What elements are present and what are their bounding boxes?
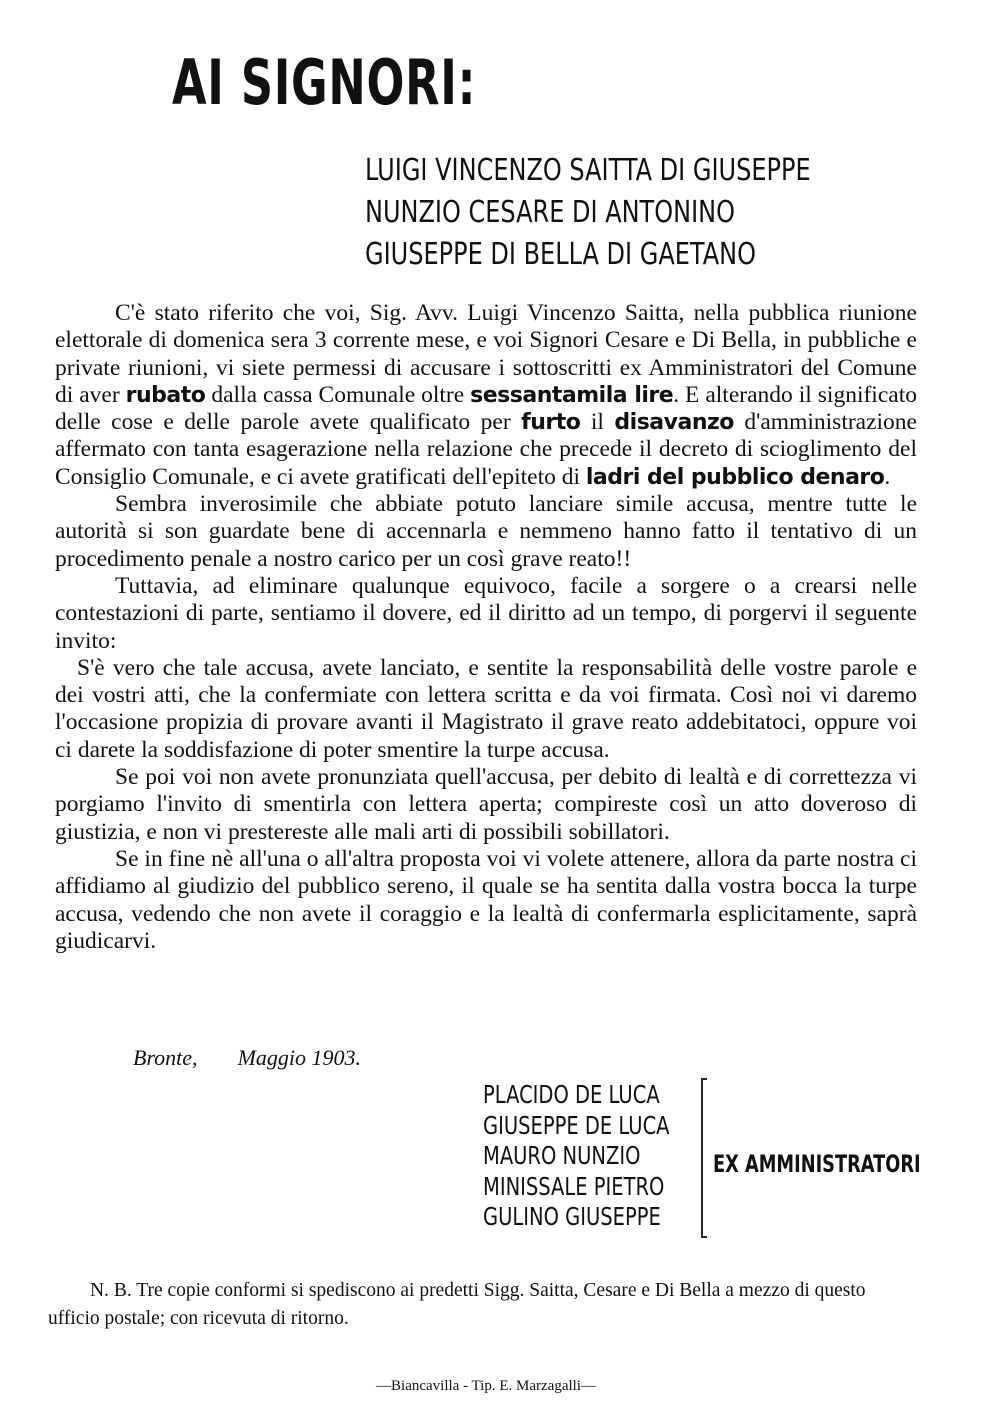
signatory: GIUSEPPE DE LUCA [483, 1110, 670, 1140]
paragraph-2: Sembra inverosimile che abbiate potuto lanciare simile accusa, mentre tutte le autorità si son guardate bene di accennarla e nemmeno hanno fatto il tentativo di un procedimento penale a nostro carico per un così grave reato!! [55, 491, 917, 572]
letter-body [55, 300, 917, 955]
note-prefix: N. B. [90, 1280, 132, 1301]
paragraph-1: C'è stato riferito che voi, Sig. Avv. Luigi Vincenzo Saitta, nella pubblica riunione elettorale di domenica sera 3 corrente mese, e voi Signori Cesare e Di Bella, in pubbliche e private riunioni, vi siete permessi di accusare i sottoscritti ex Amministratori del Comune di aver rubato dalla cassa Comunale oltre sessantamila lire. E alterando il significato delle cose e delle parole avete qualificato per furto il disavanzo d'amministrazione affermato con tanta esagerazione nella relazione che precede il decreto di scioglimento del Consiglio Comunale, e ci avete gratificati dell'epiteto di ladri del pubblico denaro. [55, 300, 917, 490]
addressee: LUIGI VINCENZO SAITTA DI GIUSEPPE [365, 153, 811, 188]
dateline [133, 1045, 361, 1071]
emphasis-furto: furto [521, 410, 581, 436]
addressee-list [365, 150, 811, 276]
signatory: GULINO GIUSEPPE [483, 1202, 661, 1231]
emphasis-disavanzo: disavanzo [614, 410, 734, 436]
signatory-brace [701, 1078, 711, 1238]
addressee: GIUSEPPE DI BELLA DI GAETANO [365, 237, 756, 272]
dateline-date: Maggio 1903. [237, 1045, 362, 1070]
signatory-list [483, 1080, 670, 1233]
signatory: MINISSALE PIETRO [483, 1171, 665, 1201]
signatory: MAURO NUNZIO [483, 1141, 641, 1170]
emphasis-sessantamila: sessantamila lire [470, 382, 674, 408]
document-title: AI SIGNORI: [172, 46, 477, 119]
paragraph-6: Se in fine nè all'una o all'altra proposta voi vi volete attenere, allora da parte nostra ci affidiamo al giudizio del pubblico sereno, il quale se ha sentita dalla vostra bocca la turpe accusa, vedendo che non avete il coraggio e la lealtà di confermarla esplicitamente, saprà giudicarvi. [55, 845, 917, 954]
paragraph-3: Tuttavia, ad eliminare qualunque equivoco, facile a sorgere o a crearsi nelle contestazioni di parte, sentiamo il dovere, ed il diritto ad un tempo, di porgervi il seguente invito: [55, 572, 917, 654]
signatories-group-label: EX AMMINISTRATORI [713, 1150, 921, 1178]
note-text: Tre copie conformi si spediscono ai predetti Sigg. Saitta, Cesare e Di Bella a mezzo di questo ufficio postale; con ricevuta di ritorno. [48, 1280, 866, 1329]
paragraph-4: S'è vero che tale accusa, avete lanciato, e sentite la responsabilità delle vostre parole e dei vostri atti, che la confermiate con lettera scritta e da voi firmata. Così noi vi daremo l'occasione propizia di provare avanti il Magistrato il grave reato addebitatoci, oppure voi ci darete la soddisfazione di poter smentire la turpe accusa. [55, 654, 917, 763]
addressee: NUNZIO CESARE DI ANTONINO [365, 195, 735, 230]
emphasis-ladri: ladri del pubblico denaro [585, 464, 885, 490]
paragraph-5: Se poi voi non avete pronunziata quell'accusa, per debito di lealtà e di correttezza vi porgiamo l'invito di smentirla con lettera aperta; compireste così un atto doveroso di giustizia, e non vi prestereste alle mali arti di possibili sobillatori. [55, 764, 917, 845]
postal-note [48, 1277, 916, 1333]
emphasis-rubato: rubato [125, 382, 206, 408]
signatory: PLACIDO DE LUCA [483, 1080, 660, 1109]
dateline-place: Bronte, [133, 1045, 198, 1070]
printer-imprint: —Biancavilla - Tip. E. Marzagalli— [376, 1378, 596, 1394]
